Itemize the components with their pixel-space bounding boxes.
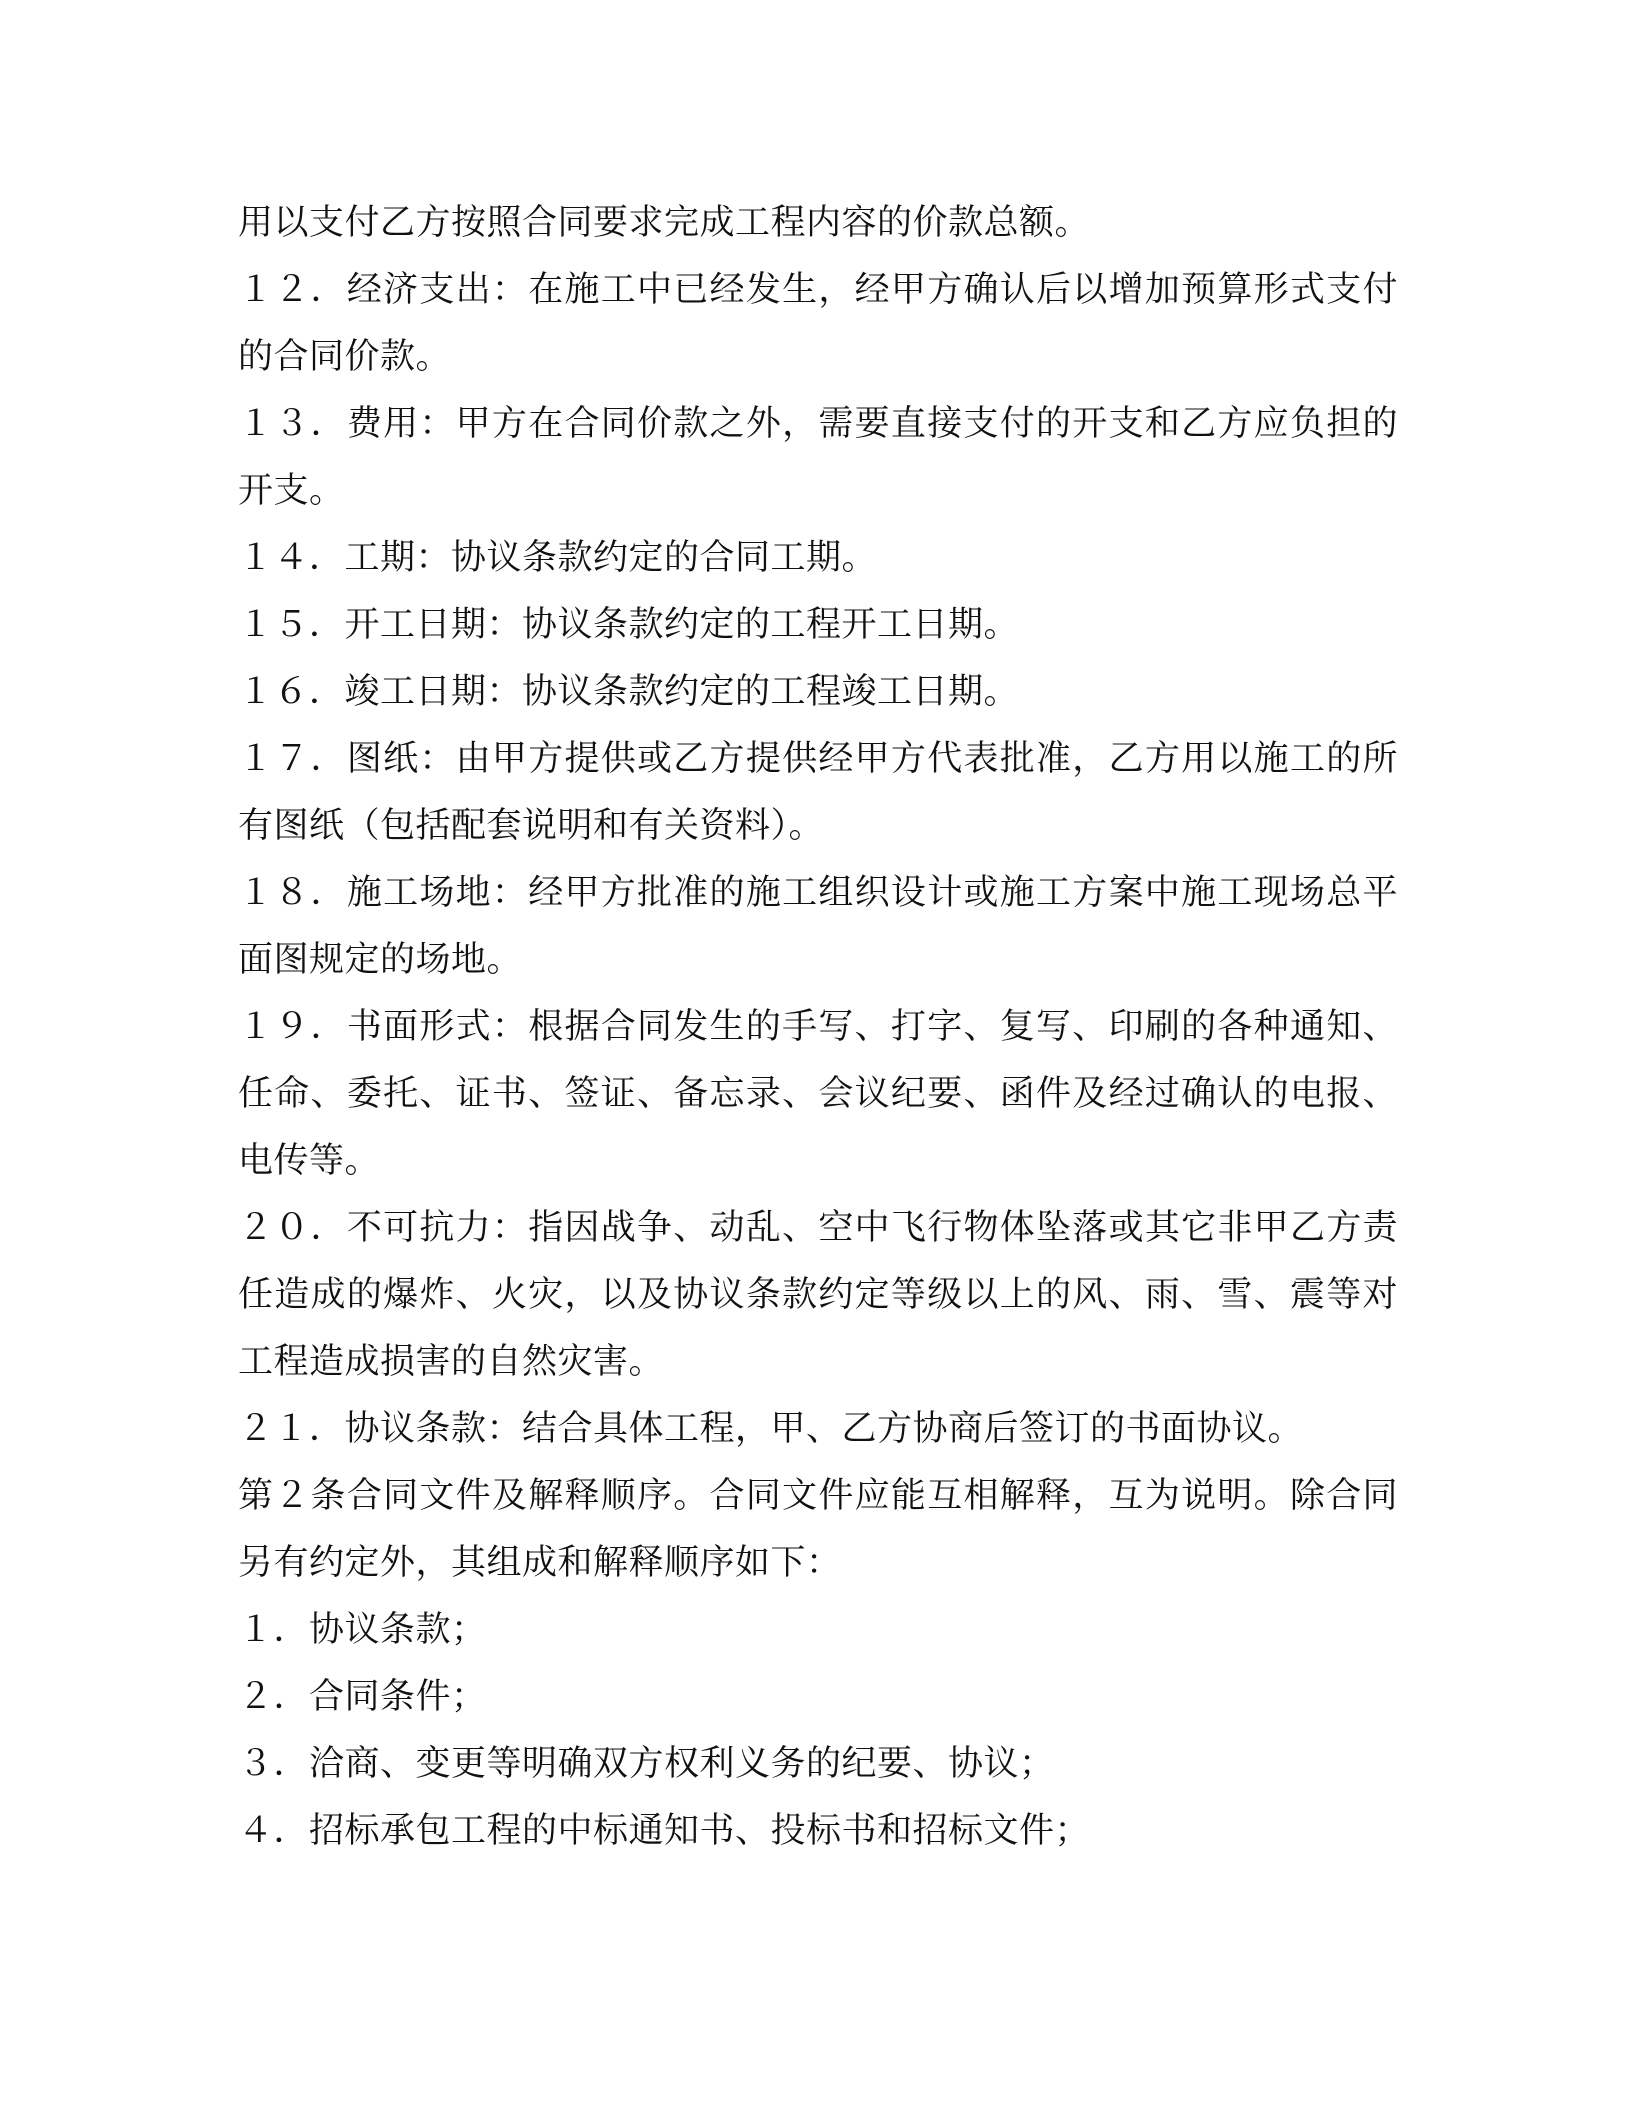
list-item-3-negotiation-records: ３．洽商、变更等明确双方权利义务的纪要、协议； xyxy=(238,1744,1055,1784)
paragraph-item-12-economic-expenditure: １２．经济支出：在施工中已经发生，经甲方确认后以增加预算形式支付的合同价款。 xyxy=(238,270,1398,377)
list-item-4-tender-documents: ４．招标承包工程的中标通知书、投标书和招标文件； xyxy=(238,1811,1091,1851)
list-item-1-agreement-terms: １．协议条款； xyxy=(238,1610,487,1650)
paragraph-item-18-construction-site: １８．施工场地：经甲方批准的施工组织设计或施工方案中施工现场总平面图规定的场地。 xyxy=(238,873,1398,980)
list-item-2-contract-conditions: ２．合同条件； xyxy=(238,1677,487,1717)
paragraph-item-19-written-form: １９．书面形式：根据合同发生的手写、打字、复写、印刷的各种通知、任命、委托、证书、签证、备忘录、会议纪要、函件及经过确认的电报、电传等。 xyxy=(238,1007,1398,1181)
paragraph-item-13-expenses: １３．费用：甲方在合同价款之外，需要直接支付的开支和乙方应负担的开支。 xyxy=(238,404,1398,511)
paragraph-item-14-duration: １４．工期：协议条款约定的合同工期。 xyxy=(238,538,878,578)
paragraph-item-21-agreement-terms: ２１．协议条款：结合具体工程，甲、乙方协商后签订的书面协议。 xyxy=(238,1409,1304,1449)
paragraph-item-20-force-majeure: ２０．不可抗力：指因战争、动乱、空中飞行物体坠落或其它非甲乙方责任造成的爆炸、火灾，以及协议条款约定等级以上的风、雨、雪、震等对工程造成损害的自然灾害。 xyxy=(238,1208,1398,1382)
paragraph-total-price-continued: 用以支付乙方按照合同要求完成工程内容的价款总额。 xyxy=(238,203,1091,243)
paragraph-item-16-completion-date: １６．竣工日期：协议条款约定的工程竣工日期。 xyxy=(238,672,1020,712)
document-body xyxy=(238,190,1398,1865)
paragraph-article-2-documents-order: 第２条合同文件及解释顺序。合同文件应能互相解释，互为说明。除合同另有约定外，其组成和解释顺序如下： xyxy=(238,1476,1398,1583)
paragraph-item-15-start-date: １５．开工日期：协议条款约定的工程开工日期。 xyxy=(238,605,1020,645)
paragraph-item-17-drawings: １７．图纸：由甲方提供或乙方提供经甲方代表批准，乙方用以施工的所有图纸（包括配套说明和有关资料）。 xyxy=(238,739,1398,846)
